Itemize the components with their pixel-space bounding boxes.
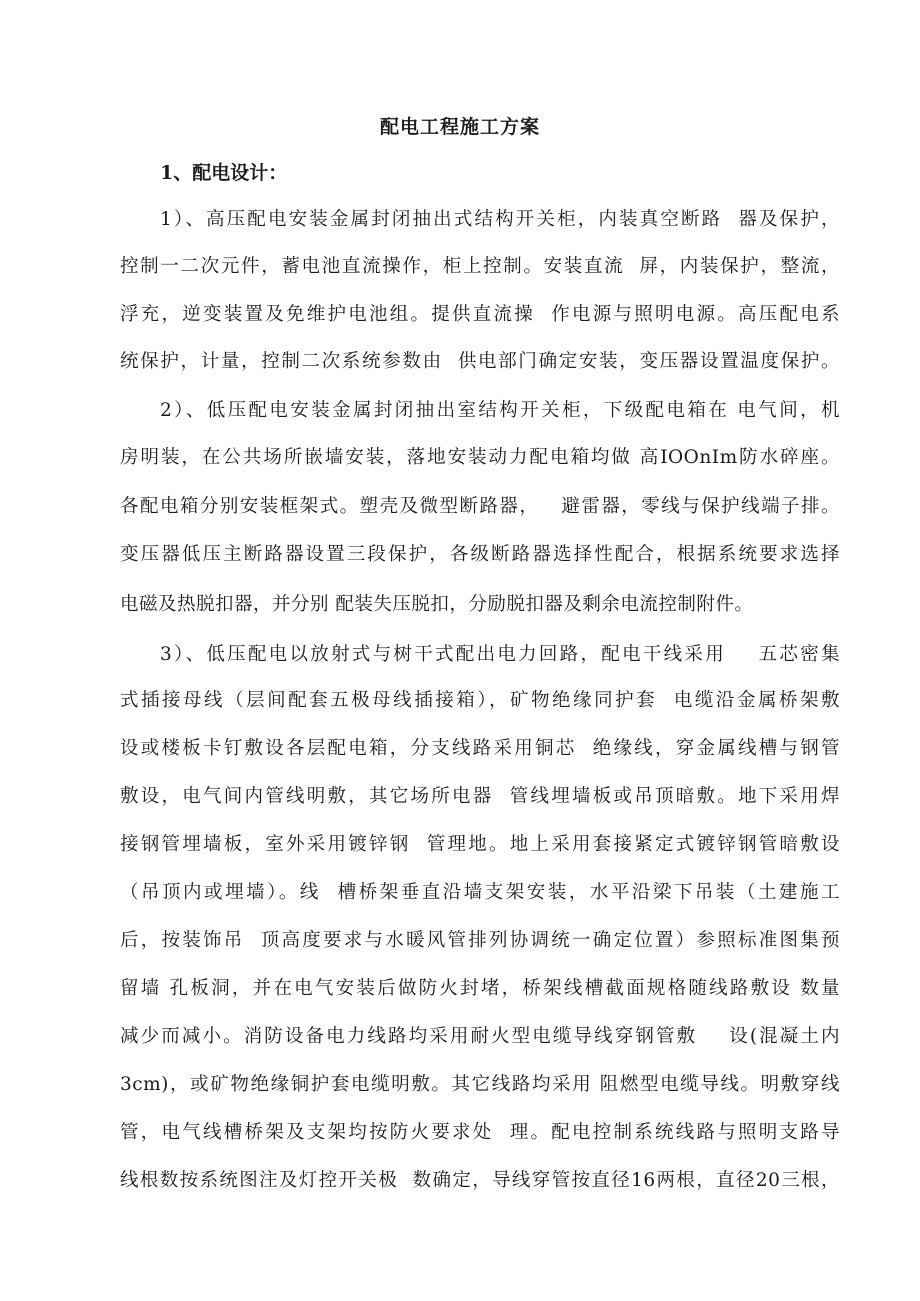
paragraph-3-line-5: 接钢管埋墙板，室外采用镀锌钢 管理地。地上采用套接紧定式镀锌钢管暗敷设: [120, 834, 840, 855]
paragraph-3-line-8: 留墙 孔板洞，并在电气安装后做防火封堵，桥架线槽截面规格随线路敷设 数量: [120, 978, 840, 999]
paragraph-3-line-3: 设或楼板卡钉敷设各层配电箱，分支线路采用铜芯 绝缘线，穿金属线槽与钢管: [120, 738, 840, 759]
page-title: 配电工程施工方案: [379, 116, 540, 138]
paragraph-3-line-1: 3）、低压配电以放射式与树干式配出电力回路，配电干线采用 五芯密集: [160, 644, 840, 665]
paragraph-3-line-7: 后，按装饰吊 顶高度要求与水暖风管排列协调统一确定位置）参照标准图集预: [120, 930, 840, 951]
paragraph-1-line-3: 浮充，逆变装置及免维护电池组。提供直流操 作电源与照明电源。高压配电系: [120, 304, 840, 325]
paragraph-2-line-3: 各配电箱分别安装框架式。塑壳及微型断路器， 避雷器，零线与保护线端子排。: [120, 496, 840, 517]
paragraph-2-line-4: 变压器低压主断路器设置三段保护，各级断路器选择性配合，根据系统要求选择: [120, 544, 840, 565]
paragraph-3-line-9: 减少而减小。消防设备电力线路均采用耐火型电缆导线穿钢管敷 设(混凝土内: [120, 1026, 840, 1047]
section-heading: 1、配电设计：: [160, 162, 288, 184]
paragraph-1-line-1: 1）、高压配电安装金属封闭抽出式结构开关柜，内装真空断路 器及保护，: [160, 209, 840, 230]
paragraph-2-line-1: 2）、低压配电安装金属封闭抽出室结构开关柜，下级配电箱在 电气间，机: [160, 400, 840, 421]
paragraph-3-line-6: （吊顶内或埋墙）。线 槽桥架垂直沿墙支架安装，水平沿梁下吊装（土建施工: [120, 882, 840, 903]
paragraph-2-line-2: 房明装，在公共场所嵌墙安装，落地安装动力配电箱均做 高IOOnIm防水碎座。: [120, 447, 840, 468]
paragraph-3-line-12: 线根数按系统图注及灯控开关极 数确定，导线穿管按直径16两根，直径20三根，: [120, 1170, 840, 1191]
paragraph-1-line-4: 统保护，计量，控制二次系统参数由 供电部门确定安装，变压器设置温度保护。: [120, 351, 840, 372]
paragraph-3-line-2: 式插接母线（层间配套五极母线插接箱），矿物绝缘同护套 电缆沿金属桥架敷: [120, 690, 840, 711]
paragraph-3-line-11: 管，电气线槽桥架及支架均按防火要求处 理。配电控制系统线路与照明支路导: [120, 1122, 840, 1143]
paragraph-3-line-4: 敷设，电气间内管线明敷，其它场所电器 管线埋墙板或吊顶暗敷。地下采用焊: [120, 786, 840, 807]
paragraph-3-line-10: 3cm)，或矿物绝缘铜护套电缆明敷。其它线路均采用 阻燃型电缆导线。明敷穿线: [120, 1074, 840, 1095]
paragraph-2-line-5: 电磁及热脱扣器，并分别 配装失压脱扣，分励脱扣器及剩余电流控制附件。: [120, 594, 754, 615]
paragraph-1-line-2: 控制一二次元件，蓄电池直流操作，柜上控制。安装直流 屏，内装保护，整流，: [120, 256, 840, 277]
